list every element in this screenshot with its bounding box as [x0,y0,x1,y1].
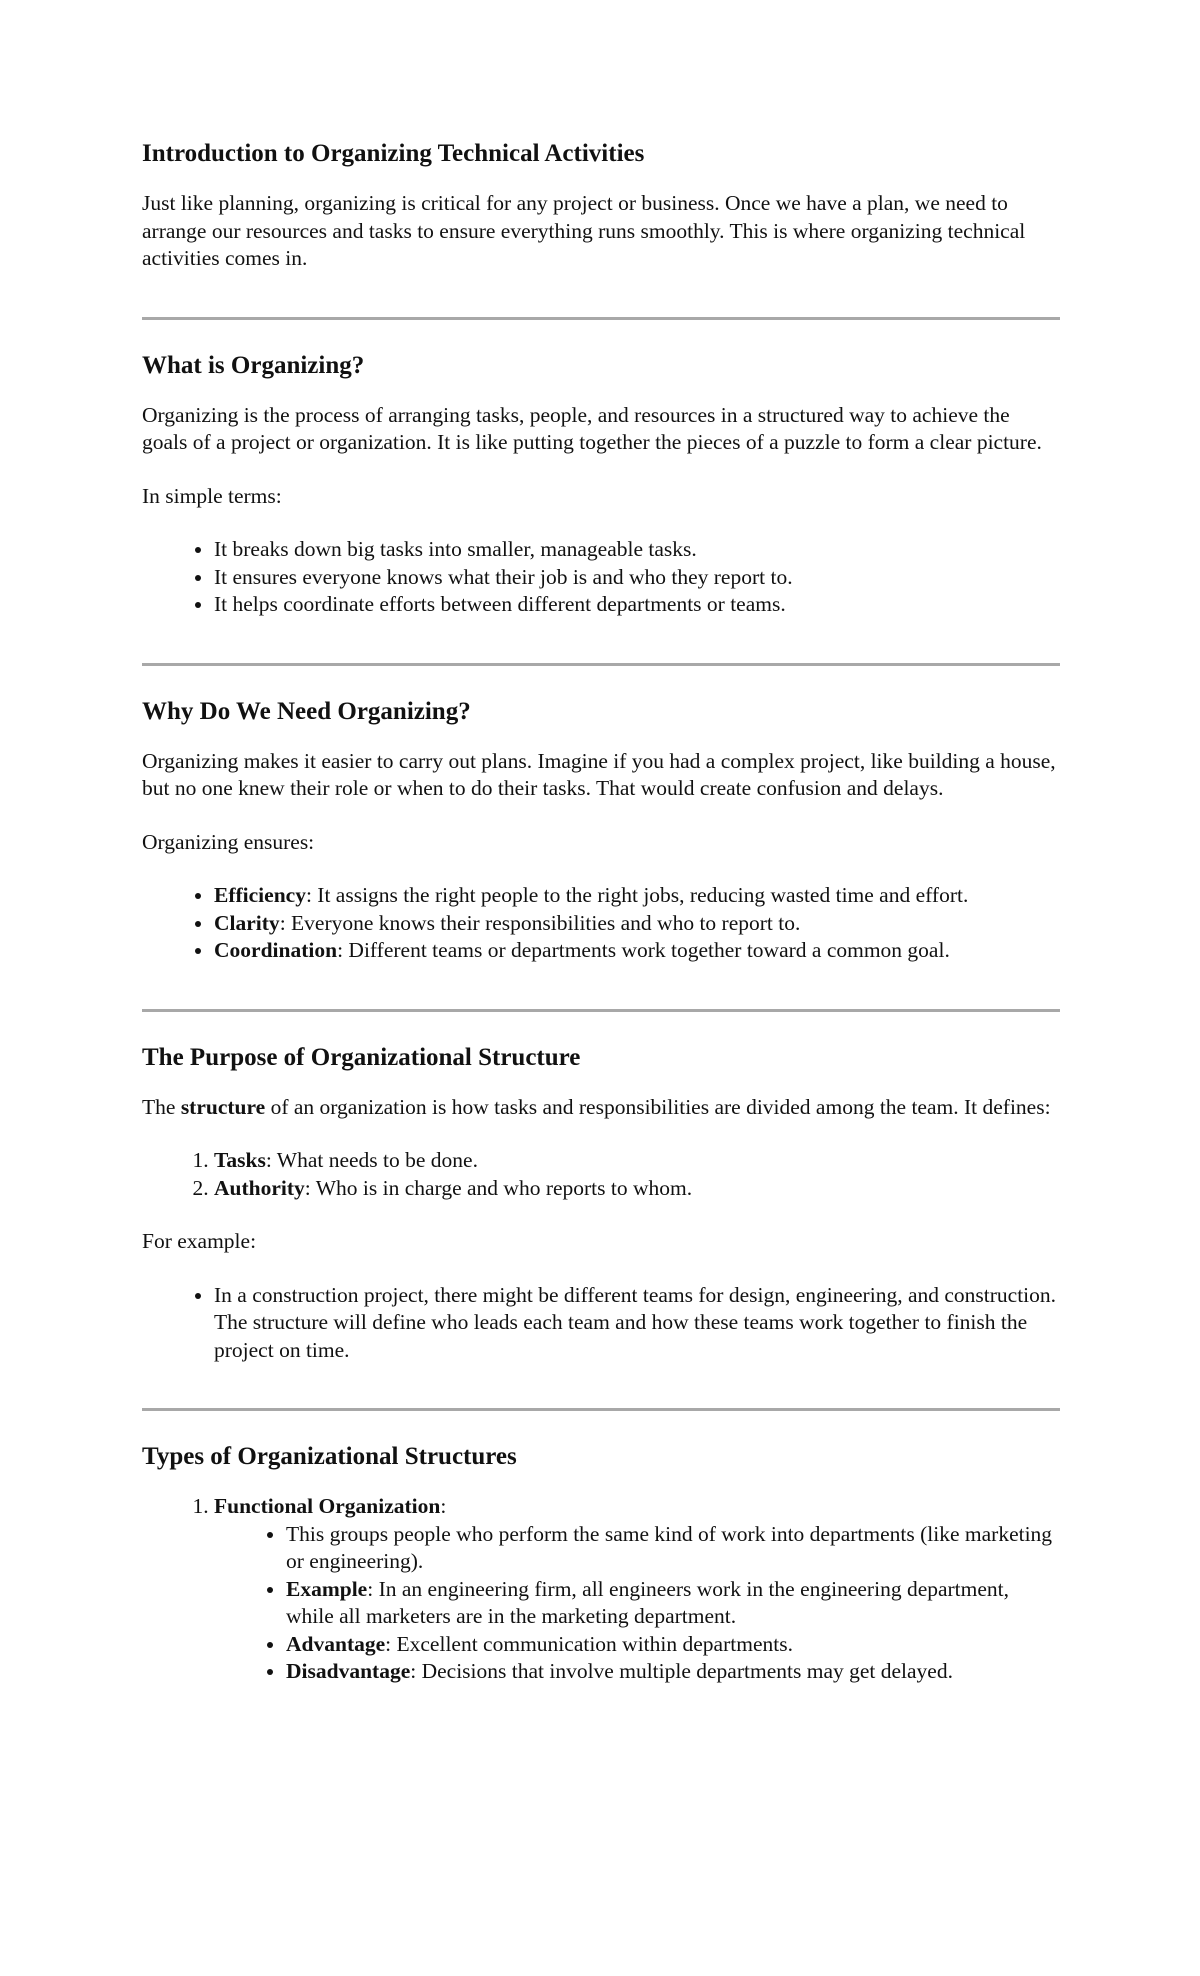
list-text: : In an engineering firm, all engineers work in the engineering department, while all marketers are in the marketing department. [286,1576,1010,1628]
divider [142,1408,1060,1411]
list-text: : Everyone knows their responsibilities and who to report to. [279,910,801,935]
section-title: The Purpose of Organizational Structure [142,1043,581,1071]
paragraph [142,1094,1060,1122]
list-text: This groups people who perform the same kind of work into departments (like marketing or engineering). [286,1521,1053,1573]
list-item: • It helps coordinate efforts between different departments or teams. [214,591,1060,619]
list-text: : Decisions that involve multiple departments may get delayed. [410,1659,953,1683]
section-title: Types of Organizational Structures [142,1443,517,1470]
list-term: Coordination [214,938,338,962]
text-run: of an organization is how tasks and responsibilities are divided among the team. It defines: [265,1094,1051,1119]
sub-list-item [286,1658,1060,1686]
list-text: : What needs to be done. [265,1148,478,1172]
paragraph: Organizing makes it easier to carry out plans. Imagine if you had a complex project, like building a house, but no one knew their role or when to do their tasks. That would create confusion and delays. [142,748,1056,800]
list-term: Efficiency [214,883,306,907]
list-item [214,937,1060,965]
list-item [214,1175,1060,1203]
lead-text: For example: [142,1229,257,1253]
lead-text: Organizing ensures: [142,829,315,854]
lead-text: In simple terms: [142,483,282,508]
list-text: : [440,1494,447,1518]
list-text: : Who is in charge and who reports to whom. [304,1175,693,1200]
list-item [214,1147,1060,1175]
section-why-organizing [142,696,1060,965]
bold-term: structure [180,1094,266,1119]
paragraph: Just like planning, organizing is critical for any project or business. Once we have a plan, we need to arrange our resources and tasks to ensure everything runs smoothly. This is where organizing technical activities comes in. [142,191,1026,270]
list-item: • It ensures everyone knows what their job is and who they report to. [214,564,1060,592]
bullet-list [142,536,1060,619]
section-what-is-organizing [142,350,1060,619]
divider [142,1009,1060,1012]
sub-list [214,1521,1060,1686]
list-item [214,910,1060,938]
section-title: Introduction to Organizing Technical Activities [142,140,645,167]
list-text: : It assigns the right people to the right jobs, reducing wasted time and effort. [305,883,969,907]
list-term: Advantage [286,1631,386,1656]
bullet-list [142,882,1060,965]
divider [142,317,1060,320]
list-text: : Excellent communication within departments. [385,1631,793,1656]
bullet-list [142,1282,1060,1365]
text-run: The [142,1094,181,1119]
numbered-list [142,1147,1060,1202]
list-term: Authority [214,1175,305,1200]
section-purpose-structure [142,1042,1060,1365]
divider [142,663,1060,666]
list-text: : Different teams or departments work together toward a common goal. [337,938,950,962]
list-term: Functional Organization [214,1494,441,1518]
list-term: Disadvantage [286,1659,411,1683]
list-term: Clarity [214,910,280,935]
list-item: • In a construction project, there might be different teams for design, engineering, and construction. The structure will define who leads each team and how these teams work together to finish the project on time. [214,1282,1060,1365]
list-item [214,882,1060,910]
list-term: Example [286,1576,368,1601]
sub-list-item [286,1631,1060,1659]
numbered-list [142,1493,1060,1686]
list-term: Tasks [214,1148,266,1172]
section-title: What is Organizing? [142,351,365,379]
paragraph: Organizing is the process of arranging tasks, people, and resources in a structured way to achieve the goals of a project or organization. It is like putting together the pieces of a puzzle to form a clear picture. [142,402,1042,454]
section-intro [142,138,1060,273]
sub-list-item [286,1576,1060,1631]
section-types-structures [142,1441,1060,1686]
section-title: Why Do We Need Organizing? [142,697,471,725]
list-item: • It breaks down big tasks into smaller, manageable tasks. [214,536,1060,564]
list-item [214,1493,1060,1686]
sub-list-item [286,1521,1060,1576]
